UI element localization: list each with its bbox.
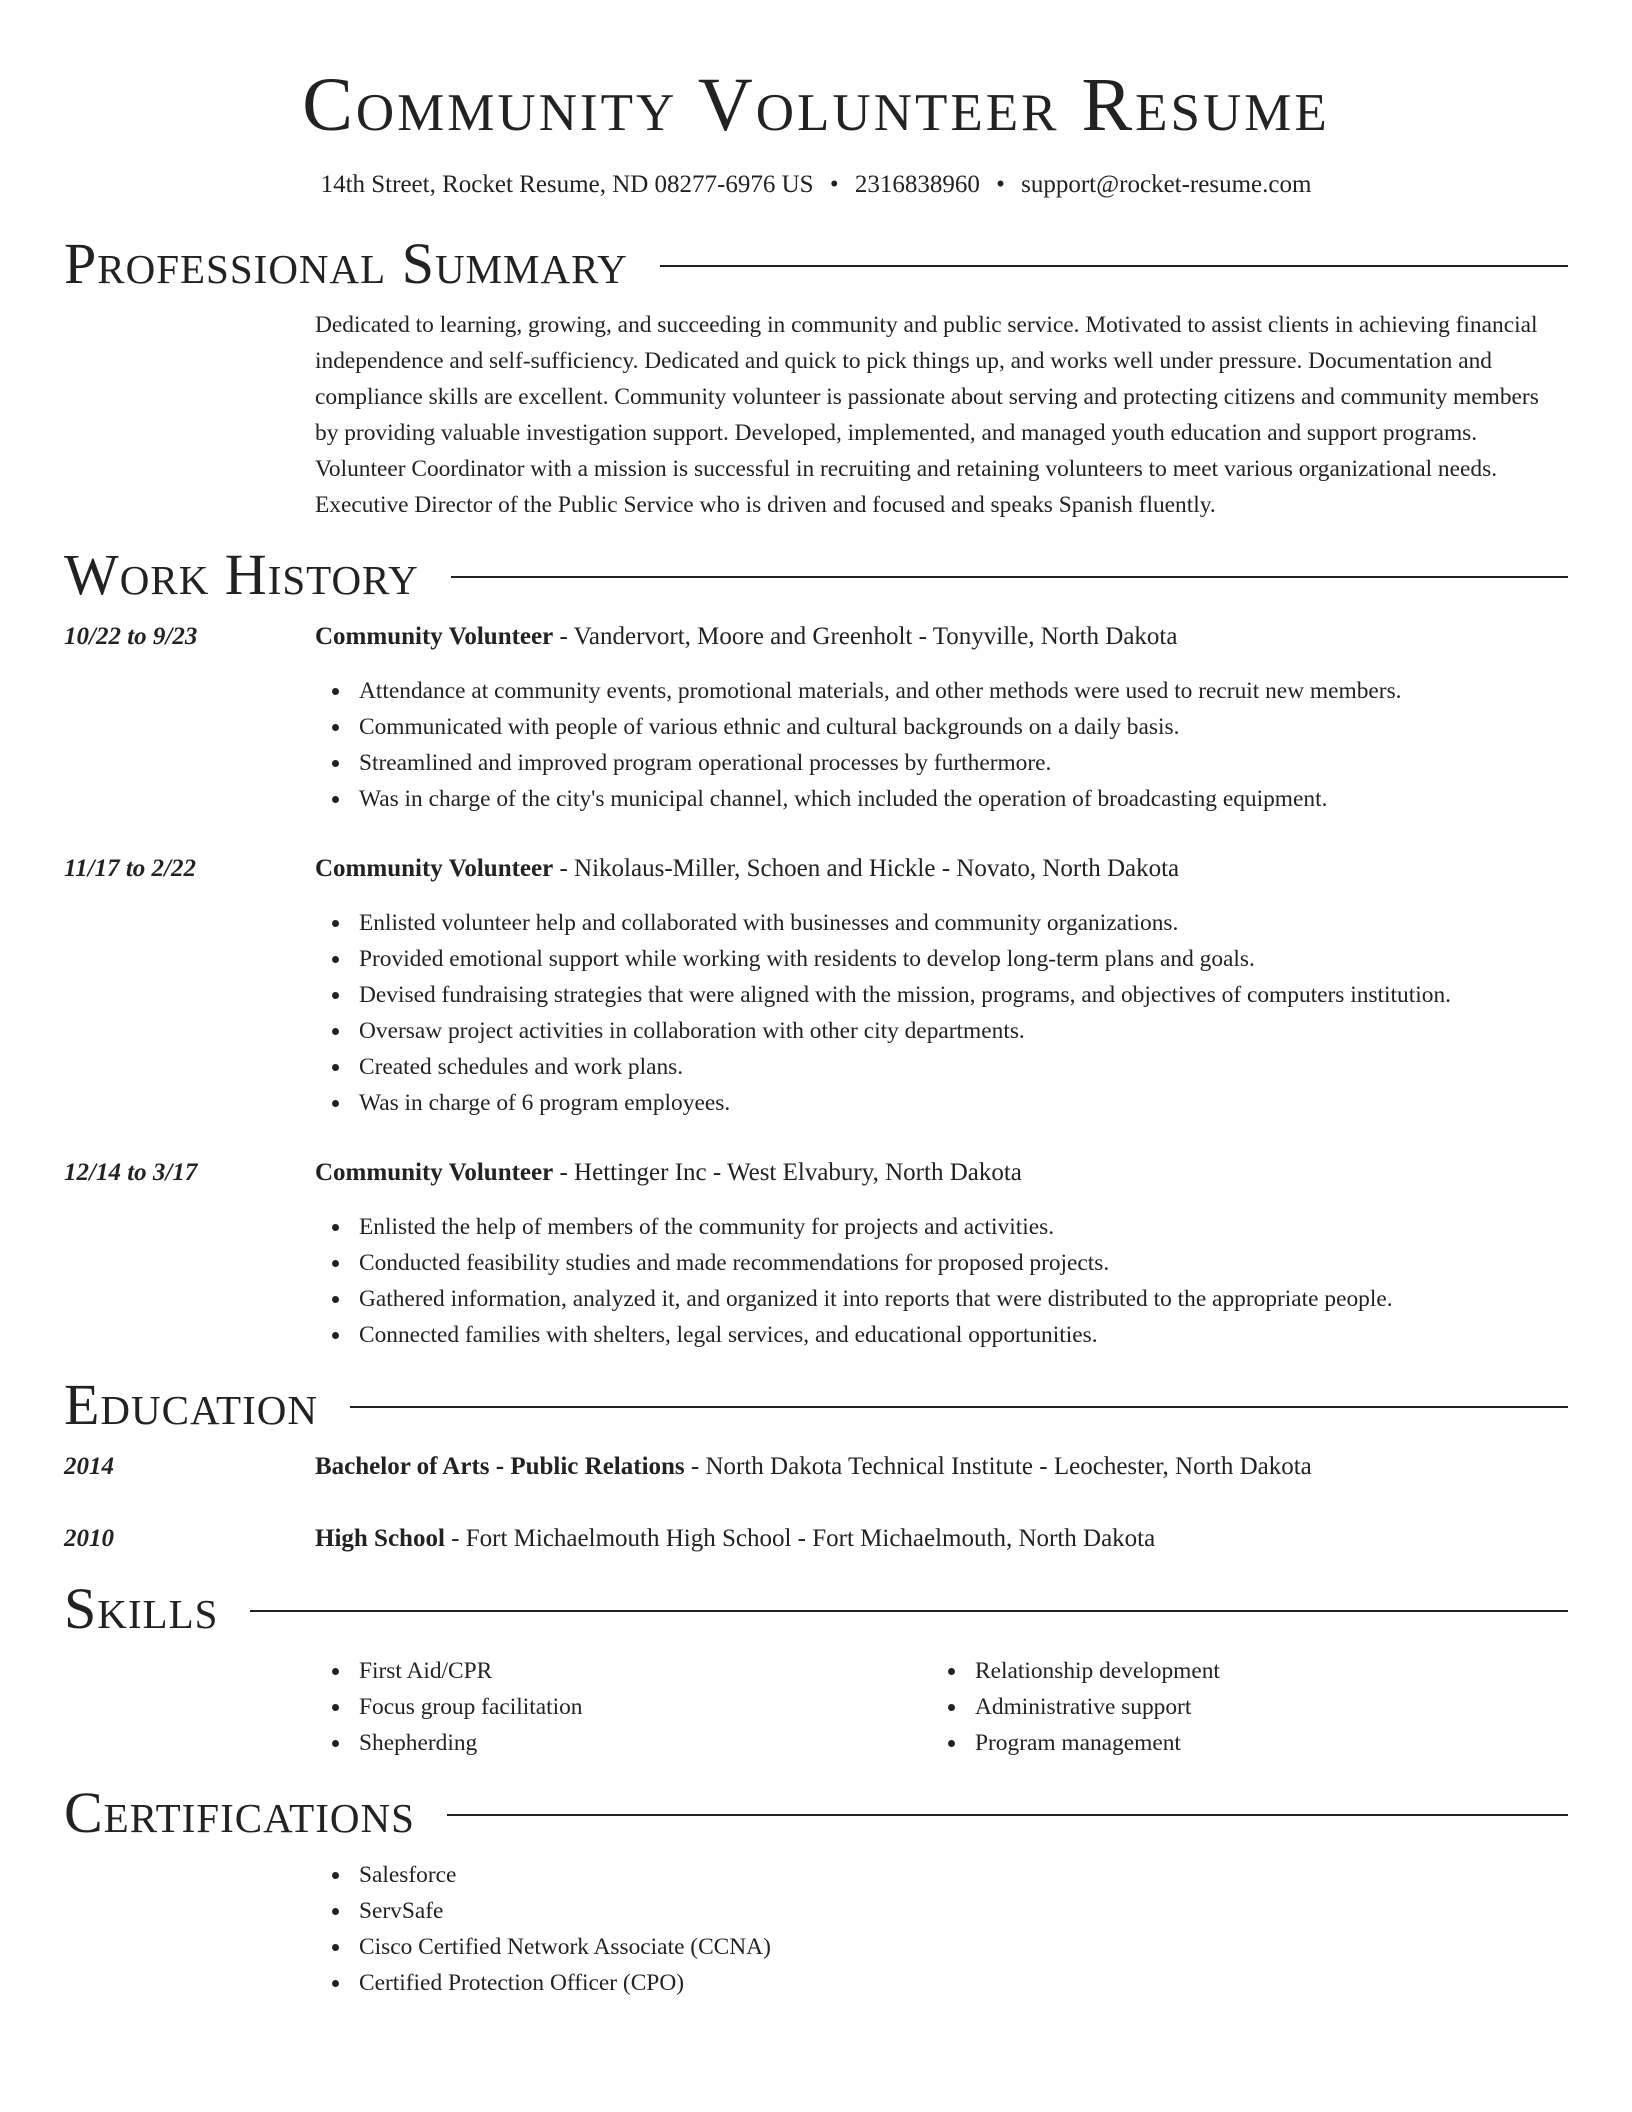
work-employer: - Nikolaus-Miller, Schoen and Hickle - Novato, North Dakota <box>553 855 1180 882</box>
work-employer: - Hettinger Inc - West Elvabury, North Dakota <box>553 1159 1022 1186</box>
certifications-list <box>315 1857 1568 2001</box>
skill-item: Relationship development <box>975 1653 1547 1689</box>
work-dates: 10/22 to 9/23 <box>64 623 198 650</box>
work-bullet: Conducted feasibility studies and made recommendations for proposed projects. <box>359 1245 1568 1281</box>
resume-page <box>64 0 1568 2001</box>
skill-item: Administrative support <box>975 1689 1547 1725</box>
skill-item: Shepherding <box>359 1725 931 1761</box>
work-bullet: Connected families with shelters, legal services, and educational opportunities. <box>359 1317 1568 1353</box>
contact-separator: • <box>829 171 839 198</box>
work-bullet: Enlisted the help of members of the community for projects and activities. <box>359 1209 1568 1245</box>
contact-line <box>64 170 1568 200</box>
certification-item: Certified Protection Officer (CPO) <box>359 1965 1568 2001</box>
work-bullets <box>315 1209 1568 1353</box>
section-divider <box>250 1610 1568 1612</box>
section-divider <box>350 1406 1568 1408</box>
work-heading <box>315 1155 1568 1191</box>
work-entry <box>64 851 1568 1121</box>
summary-text: Dedicated to learning, growing, and succeeding in community and public service. Motivated to assist clients in achieving financial independence and self-sufficiency. Dedicated and quick to pick things up, and works well under pressure. Documentation and compliance skills are excellent. Community volunteer is passionate about serving and protecting citizens and community members by providing valuable investigation support. Developed, implemented, and managed youth education and support programs. Volunteer Coordinator with a mission is successful in recruiting and retaining volunteers to meet various organizational needs. Executive Director of the Public Service who is driven and focused and speaks Spanish fluently. <box>315 312 1539 518</box>
summary-section-heading <box>64 231 1568 296</box>
skills-section-title: Skills <box>64 1576 219 1641</box>
education-school: - North Dakota Technical Institute - Leochester, North Dakota <box>684 1453 1312 1480</box>
certifications-section-title: Certifications <box>64 1780 415 1845</box>
work-entry <box>64 1155 1568 1353</box>
work-bullet: Attendance at community events, promotional materials, and other methods were used to recruit new members. <box>359 673 1568 709</box>
education-heading <box>315 1449 1568 1485</box>
skills-list <box>315 1653 1568 1761</box>
work-bullet: Communicated with people of various ethnic and cultural backgrounds on a daily basis. <box>359 709 1568 745</box>
section-divider <box>447 1814 1568 1816</box>
work-bullet: Was in charge of the city's municipal channel, which included the operation of broadcasting equipment. <box>359 781 1568 817</box>
contact-phone: 2316838960 <box>854 171 980 198</box>
work-bullet: Created schedules and work plans. <box>359 1049 1568 1085</box>
education-degree: Bachelor of Arts - Public Relations <box>315 1453 685 1480</box>
work-bullets <box>315 905 1568 1121</box>
work-bullet: Enlisted volunteer help and collaborated with businesses and community organizations. <box>359 905 1568 941</box>
education-year: 2010 <box>64 1525 114 1552</box>
certification-item: ServSafe <box>359 1893 1568 1929</box>
certification-item: Salesforce <box>359 1857 1568 1893</box>
education-school: - Fort Michaelmouth High School - Fort Michaelmouth, North Dakota <box>444 1525 1156 1552</box>
work-entry <box>64 619 1568 817</box>
skill-item: First Aid/CPR <box>359 1653 931 1689</box>
work-section-heading <box>64 542 1568 607</box>
work-heading <box>315 851 1568 887</box>
certifications-section-heading <box>64 1780 1568 1845</box>
work-bullet: Streamlined and improved program operational processes by furthermore. <box>359 745 1568 781</box>
skill-item: Program management <box>975 1725 1547 1761</box>
section-divider <box>660 265 1568 267</box>
contact-separator: • <box>996 171 1005 198</box>
education-section-heading <box>64 1372 1568 1437</box>
work-title: Community Volunteer <box>315 855 554 882</box>
work-bullet: Devised fundraising strategies that were aligned with the mission, programs, and objectives of computers institution. <box>359 977 1568 1013</box>
certification-item: Cisco Certified Network Associate (CCNA) <box>359 1929 1568 1965</box>
work-heading <box>315 619 1568 655</box>
education-degree: High School <box>315 1525 445 1552</box>
work-title: Community Volunteer <box>315 1159 554 1186</box>
summary-section-title: Professional Summary <box>64 231 628 296</box>
contact-address: 14th Street, Rocket Resume, ND 08277-6976 US <box>320 171 814 198</box>
work-dates: 11/17 to 2/22 <box>64 855 196 882</box>
skills-column-right <box>931 1653 1547 1761</box>
education-section-title: Education <box>64 1372 318 1437</box>
education-entry <box>64 1449 1568 1485</box>
work-bullets <box>315 673 1568 817</box>
education-year: 2014 <box>64 1453 114 1480</box>
contact-email: support@rocket-resume.com <box>1021 171 1312 198</box>
education-entry <box>64 1521 1568 1557</box>
work-title: Community Volunteer <box>315 623 554 650</box>
education-heading <box>315 1521 1568 1557</box>
work-section-title: Work History <box>64 542 419 607</box>
skills-section-heading <box>64 1576 1568 1641</box>
work-bullet: Oversaw project activities in collaboration with other city departments. <box>359 1013 1568 1049</box>
work-dates: 12/14 to 3/17 <box>64 1159 198 1186</box>
resume-title: Community Volunteer Resume <box>302 63 1330 147</box>
work-bullet: Provided emotional support while working with residents to develop long-term plans and goals. <box>359 941 1568 977</box>
section-divider <box>451 576 1568 578</box>
work-employer: - Vandervort, Moore and Greenholt - Tonyville, North Dakota <box>553 623 1178 650</box>
work-bullet: Gathered information, analyzed it, and organized it into reports that were distributed to the appropriate people. <box>359 1281 1568 1317</box>
skills-column-left <box>315 1653 931 1761</box>
skill-item: Focus group facilitation <box>359 1689 931 1725</box>
work-bullet: Was in charge of 6 program employees. <box>359 1085 1568 1121</box>
